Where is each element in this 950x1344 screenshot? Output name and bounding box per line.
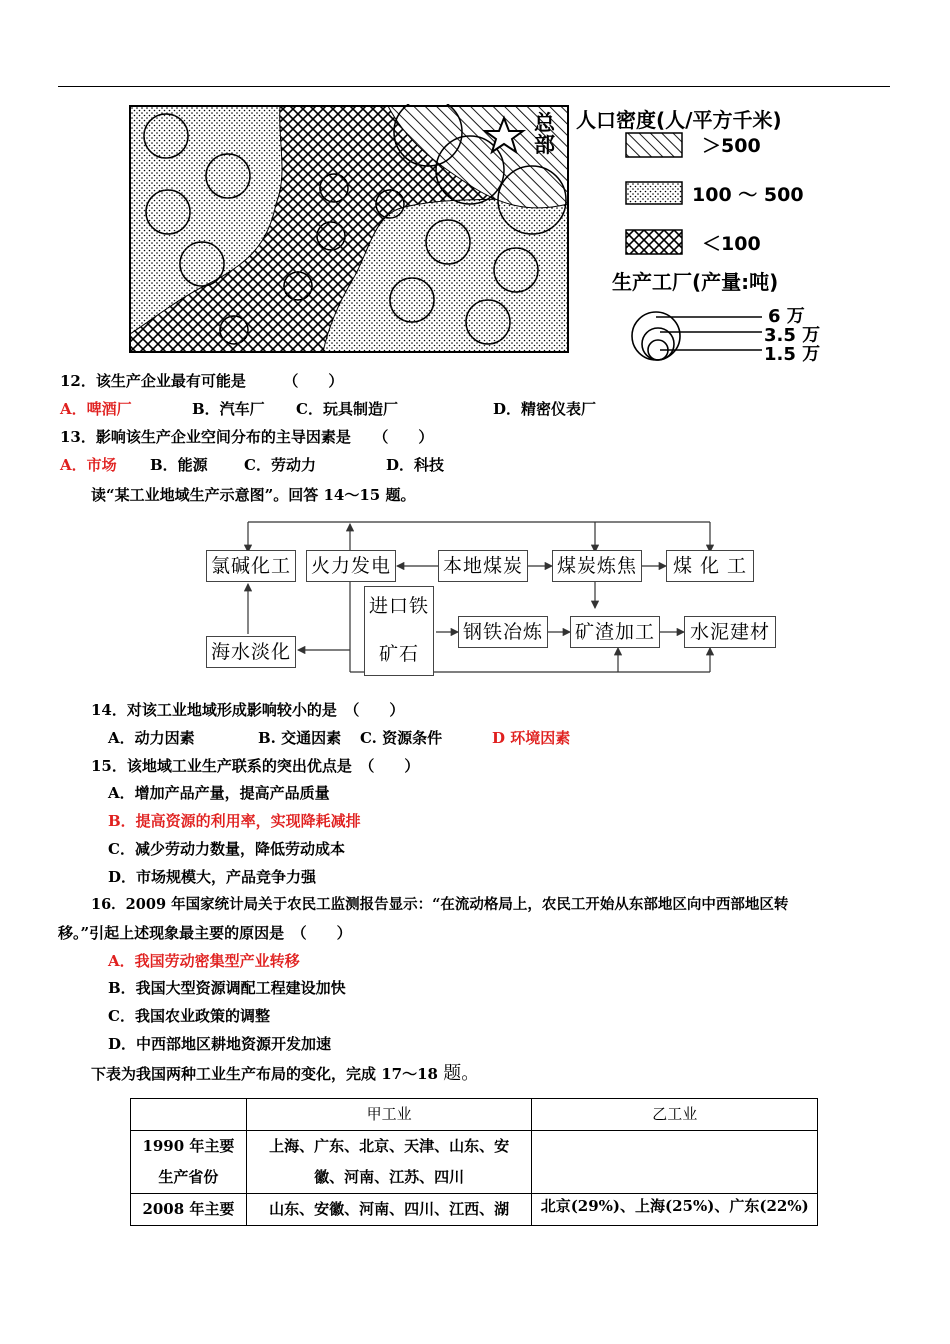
q12-option-d: D．精密仪表厂	[493, 400, 597, 418]
node-thermal-power: 火力发电	[306, 550, 396, 582]
q13-option-a: A．市场	[60, 456, 117, 474]
yi-provinces	[532, 1131, 818, 1194]
row-label-line2: 生产省份	[158, 1168, 219, 1186]
q15-stem: 15．该地域工业生产联系的突出优点是 （ ）	[91, 757, 420, 775]
node-slag: 矿渣加工	[570, 616, 660, 648]
table-header-yi: 乙工业	[532, 1099, 818, 1131]
factory-circle	[466, 300, 510, 344]
node-coking: 煤炭炼焦	[552, 550, 642, 582]
q16-stem-line2: 移。”引起上述现象最主要的原因是 （ ）	[58, 924, 352, 942]
q14-option-b: B. 交通因素	[258, 729, 342, 747]
q15-option-c: C．减少劳动力数量，降低劳动成本	[108, 840, 345, 858]
q12-option-c: C．玩具制造厂	[296, 400, 398, 418]
factory-circle	[426, 220, 470, 264]
q14-option-a: A．动力因素	[108, 729, 195, 747]
q15-option-d: D．市场规模大，产品竞争力强	[108, 868, 317, 886]
table-header-cell	[131, 1099, 247, 1131]
q12-stem: 12．该生产企业最有可能是 （ ）	[60, 372, 344, 390]
jia-provinces	[246, 1131, 532, 1194]
intro-17-18-text: 下表为我国两种工业生产布局的变化，完成 17～18	[91, 1065, 444, 1083]
q14-option-d: D 环境因素	[492, 729, 571, 747]
density-legend-title: 人口密度(人/平方千米)	[576, 108, 782, 132]
factory-circle	[180, 242, 224, 286]
jia-provinces-line1: 上海、广东、北京、天津、山东、安	[269, 1137, 510, 1155]
headquarters-label: 部	[534, 133, 555, 157]
node-local-coal: 本地煤炭	[438, 550, 528, 582]
q12-option-b: B．汽车厂	[192, 400, 265, 418]
header-rule	[58, 86, 890, 87]
q16-option-a: A．我国劳动密集型产业转移	[108, 952, 300, 970]
legend-factory-3-5: 3.5 万	[764, 325, 821, 346]
row-label: 2008 年主要	[131, 1194, 247, 1226]
q14-stem: 14．对该工业地域形成影响较小的是 （ ）	[91, 701, 405, 719]
node-chlor-alkali: 氯碱化工	[206, 550, 296, 582]
factory-circle	[317, 222, 345, 250]
q15-option-a: A．增加产品产量，提高产品质量	[108, 784, 330, 802]
legend-factory-1-5: 1.5 万	[764, 344, 821, 365]
q12-option-a: A．啤酒厂	[60, 400, 132, 418]
jia-provinces: 山东、安徽、河南、四川、江西、湖	[246, 1194, 532, 1226]
q14-option-c: C. 资源条件	[360, 729, 443, 747]
population-density-map	[128, 104, 570, 354]
table-row	[131, 1194, 818, 1226]
q13-option-d: D．科技	[386, 456, 445, 474]
intro-17-18-tail: 题。	[443, 1063, 480, 1084]
legend-high-density: ＞500	[702, 135, 761, 157]
factory-circle	[284, 272, 312, 300]
node-cement: 水泥建材	[684, 616, 776, 648]
factory-circle	[320, 174, 348, 202]
table-header-row	[131, 1099, 818, 1131]
factory-circle	[146, 190, 190, 234]
node-imported-ore-line2: 矿石	[378, 643, 419, 665]
q16-stem-line1: 16．2009 年国家统计局关于农民工监测报告显示：“在流动格局上，农民工开始从东部地区向中西部地区转	[91, 896, 789, 913]
q13-option-b: B．能源	[150, 456, 208, 474]
factory-circle	[206, 154, 250, 198]
q13-option-c: C．劳动力	[244, 456, 316, 474]
factory-circle	[494, 248, 538, 292]
legend-low-density: ＜100	[702, 233, 761, 255]
row-label-line1: 1990 年主要	[142, 1137, 235, 1155]
table-header-jia: 甲工业	[246, 1099, 532, 1131]
q16-option-c: C．我国农业政策的调整	[108, 1007, 270, 1025]
node-imported-ore-line1: 进口铁	[368, 595, 429, 617]
factory-circle	[144, 114, 188, 158]
row-label	[131, 1131, 247, 1194]
q16-option-d: D．中西部地区耕地资源开发加速	[108, 1035, 332, 1053]
q13-stem: 13．影响该生产企业空间分布的主导因素是 （ ）	[60, 428, 434, 446]
factory-circle	[376, 190, 404, 218]
node-coal-chemical: 煤 化 工	[666, 550, 754, 582]
q16-option-b: B．我国大型资源调配工程建设加快	[108, 979, 346, 997]
legend-factory-6: 6 万	[768, 306, 805, 327]
factory-size-legend-circles	[620, 304, 770, 364]
table-row	[131, 1131, 818, 1194]
density-legend-swatches	[624, 130, 686, 260]
node-desalination: 海水淡化	[206, 636, 296, 668]
factory-circle	[390, 278, 434, 322]
intro-17-18	[91, 1064, 479, 1084]
factory-circle	[220, 316, 248, 344]
legend-medium-density: 100 ～ 500	[692, 184, 804, 206]
node-steel: 钢铁冶炼	[458, 616, 548, 648]
q15-option-b: B．提高资源的利用率，实现降耗减排	[108, 812, 361, 830]
jia-provinces-line2: 徽、河南、江苏、四川	[314, 1168, 465, 1186]
factory-legend-title: 生产工厂(产量:吨)	[612, 270, 779, 294]
intro-14-15: 读“某工业地域生产示意图”。回答 14～15 题。	[91, 486, 416, 504]
factory-circle	[498, 166, 566, 234]
node-imported-ore	[364, 586, 434, 676]
yi-provinces: 北京(29%)、上海(25%)、广东(22%)	[532, 1194, 818, 1226]
industry-layout-table	[130, 1098, 818, 1226]
headquarters-label: 总	[534, 111, 555, 135]
